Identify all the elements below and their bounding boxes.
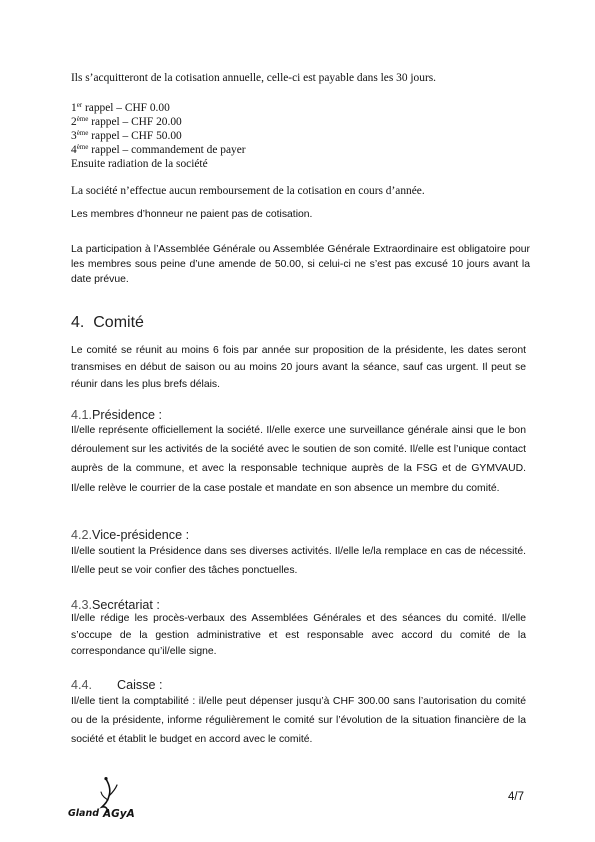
caisse-paragraph: Il/elle tient la comptabilité : il/elle peut dépenser jusqu’à CHF 300.00 sans l’autorisation du comité ou de la présidente, informe régulièrement le comité sur l’évolution de la situation financière de la société et établit le budget en accord avec le comité.: [71, 696, 526, 745]
logo-text-gland: Gland: [68, 808, 100, 819]
page-number: 4/7: [508, 791, 524, 803]
subsection-number: 4.1.: [71, 408, 93, 422]
rappel-item: 2ème rappel – CHF 20.00: [71, 115, 182, 128]
section-title: Comité: [93, 314, 144, 331]
section-number: 4.: [71, 314, 85, 331]
rappels-list: [71, 101, 541, 171]
remboursement-paragraph: La société n’effectue aucun remboursement de la cotisation en cours d’année.: [71, 185, 425, 197]
subsection-title: Présidence :: [92, 408, 163, 422]
subsection-number: 4.3.: [71, 598, 93, 612]
comite-paragraph: Le comité se réunit au moins 6 fois par année sur proposition de la présidente, les dates seront transmises en début de saison ou au moins 20 jours avant la séance, sauf cas urgent. Il peut se réunir dans les plus brefs délais.: [71, 345, 526, 390]
subsection-number: 4.2.: [71, 528, 93, 542]
presidence-paragraph: Il/elle représente officiellement la société. Il/elle exerce une surveillance générale ainsi que le bon déroulement sur les activités de la société avec le soutien de son comité. Il/elle est l’unique contact auprès de la commune, et avec la responsable technique auprès de la FSG et de GYMVAUD. Il/elle relève le courrier de la case postale et mandate en son absence un membre du comité.: [71, 425, 526, 494]
logo-text-agya: AGyA: [103, 808, 135, 820]
subsection-heading-caisse: [71, 677, 163, 693]
subsection-number: 4.4.: [71, 678, 93, 692]
section-heading-comite: [71, 313, 144, 333]
vice-presidence-paragraph: Il/elle soutient la Présidence dans ses diverses activités. Il/elle le/la remplace en cas de nécessité. Il/elle peut se voir confier des tâches ponctuelles.: [71, 546, 526, 576]
subsection-heading-vice-presidence: [71, 527, 189, 543]
participation-paragraph: La participation à l’Assemblée Générale ou Assemblée Générale Extraordinaire est obligatoire pour les membres sous peine d’une amende de 50.00, si celui-ci ne s’est pas excusé 10 jours avant la date prévue.: [71, 244, 530, 285]
subsection-title: Caisse :: [117, 678, 163, 692]
subsection-title: Vice-présidence :: [92, 528, 190, 542]
secretariat-paragraph: Il/elle rédige les procès-verbaux des Assemblées Générales et des séances du comité. Il/elle s’occupe de la gestion administrative et est responsable avec accord du comité de la correspondance qu’il/elle signe.: [71, 613, 526, 657]
rappel-item: 3ème rappel – CHF 50.00: [71, 129, 182, 142]
subsection-title: Secrétariat :: [92, 598, 160, 612]
cotisation-paragraph: Ils s’acquitteront de la cotisation annuelle, celle-ci est payable dans les 30 jours.: [71, 72, 437, 84]
radiation-line: Ensuite radiation de la société: [71, 158, 208, 170]
rappel-item: 1er rappel – CHF 0.00: [71, 101, 170, 114]
rappel-item: 4ème rappel – commandement de payer: [71, 143, 246, 156]
footer-logo: [68, 776, 148, 824]
honneur-paragraph: Les membres d’honneur ne paient pas de cotisation.: [71, 209, 313, 220]
